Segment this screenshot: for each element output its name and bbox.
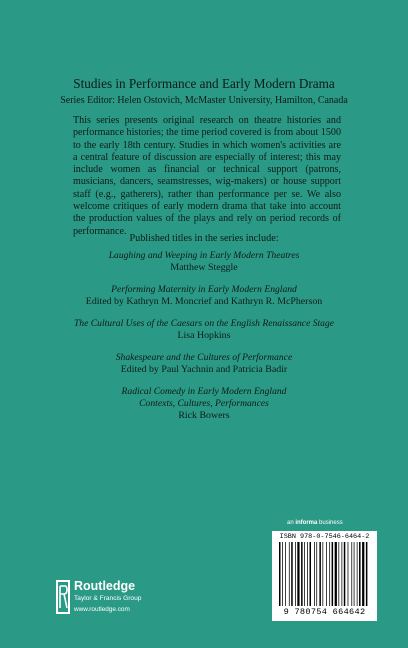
barcode-bar (366, 542, 368, 606)
barcode-bars (279, 542, 371, 606)
barcode-bar (335, 542, 337, 606)
barcode-bar (291, 542, 293, 606)
barcode-bar (282, 542, 283, 606)
barcode-bar (319, 542, 321, 606)
barcode-bar (310, 542, 312, 606)
barcode-bar (357, 542, 358, 606)
barcode-bar (338, 542, 339, 606)
book-author: Rick Bowers (178, 410, 230, 421)
series-title: Studies in Performance and Early Modern Drama (73, 76, 335, 91)
list-item (0, 284, 408, 308)
barcode-bar (295, 542, 296, 606)
barcode-bar (297, 542, 299, 606)
barcode-bar (359, 542, 361, 606)
barcode-bar (342, 542, 343, 606)
barcode-bar (279, 542, 281, 606)
list-item (0, 250, 408, 274)
series-description: This series presents original research on theatre histories and performance histories; the time period covered is from about 1500 to the early 18th century. Studies in which women's activities are a central feature of discussion are especially of interest; this may include women as financial or technical support (patrons, musicians, dancers, seamstresses, wig-makers) or house support staff (e.g., gatherers), rather than performance per se. We also welcome critiques of early modern drama that take into account the production values of the plays and rely on period records of performance. (73, 115, 341, 237)
barcode-bar (285, 542, 286, 606)
book-title: Radical Comedy in Early Modern England (121, 386, 287, 397)
list-item (0, 352, 408, 376)
list-item (0, 386, 408, 422)
barcode-bar (301, 542, 303, 606)
publisher-group: Taylor & Francis Group (74, 595, 142, 602)
barcode-bar (354, 542, 355, 606)
book-author: Edited by Paul Yachnin and Patricia Badir (120, 364, 288, 375)
barcode-bar (326, 542, 327, 606)
book-author: Edited by Kathryn M. Moncrief and Kathryn R. McPherson (85, 296, 323, 307)
barcode-bar (314, 542, 315, 606)
published-titles-heading: Published titles in the series include: (129, 233, 279, 244)
barcode-bar (344, 542, 346, 606)
book-title: Laughing and Weeping in Early Modern Theatres (108, 250, 300, 261)
published-titles-list (0, 250, 408, 432)
publisher-url: www.routledge.com (74, 606, 130, 613)
barcode-bar (316, 542, 317, 606)
informa-prefix: an (287, 520, 296, 526)
book-title: Shakespeare and the Cultures of Performance (115, 352, 293, 363)
barcode-bar (332, 542, 334, 606)
book-author: Lisa Hopkins (177, 330, 231, 341)
book-title: Performing Maternity in Early Modern England (111, 284, 297, 295)
informa-brand: informa (295, 520, 318, 526)
series-editor: Series Editor: Helen Ostovich, McMaster University, Hamilton, Canada (60, 95, 348, 106)
publisher-name: Routledge (74, 579, 136, 593)
book-subtitle: Contexts, Cultures, Performances (139, 398, 269, 409)
barcode-number: 9 780754 664642 (283, 607, 366, 617)
list-item (0, 318, 408, 342)
book-title: The Cultural Uses of the Caesars on the English Renaissance Stage (73, 318, 335, 329)
barcode (272, 531, 377, 621)
barcode-bar (289, 542, 290, 606)
isbn-label: ISBN 978-0-7546-6464-2 (279, 533, 370, 541)
book-author: Matthew Steggle (170, 262, 238, 273)
informa-suffix: business (317, 520, 343, 526)
barcode-bar (348, 542, 349, 606)
barcode-bar (307, 542, 308, 606)
barcode-bar (362, 542, 364, 606)
informa-tagline (287, 520, 343, 526)
barcode-bar (329, 542, 330, 606)
barcode-bar (322, 542, 323, 606)
routledge-logo-icon (56, 580, 70, 614)
barcode-bar (351, 542, 352, 606)
barcode-bar (304, 542, 305, 606)
